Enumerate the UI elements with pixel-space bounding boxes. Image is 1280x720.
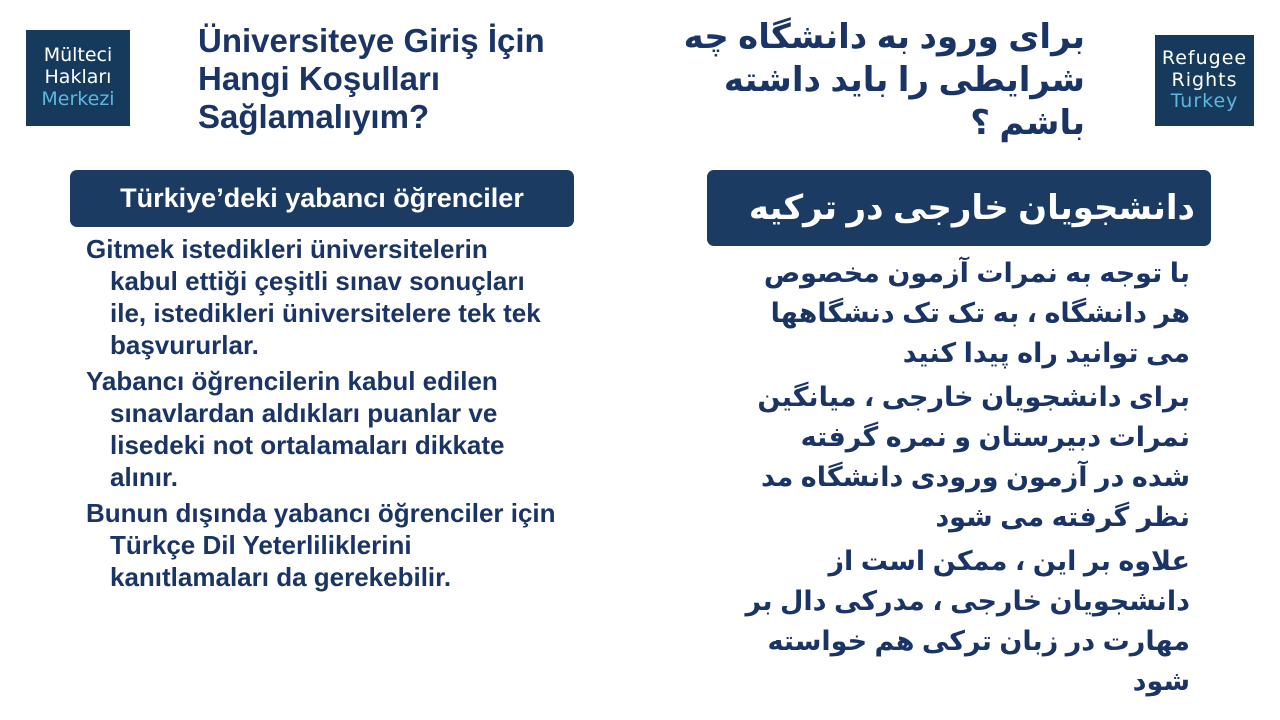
list-item: Bunun dışında yabancı öğrenciler için Türkçe Dil Yeterliliklerini kanıtlamaları da gerekebilir. — [86, 498, 556, 592]
logo-left-line-2: Hakları — [44, 66, 112, 89]
title-persian: برای ورود به دانشگاه چه شرایطی را باید داشته باشم ؟ — [683, 18, 1085, 142]
list-item: با توجه به نمرات آزمون مخصوص هر دانشگاه ، به تک تک دنشگاهها می توانید راه پیدا کنید — [763, 258, 1190, 368]
section-heading-turkish: Türkiye’deki yabancı öğrenciler — [70, 170, 574, 227]
title-turkish: Üniversiteye Giriş İçin Hangi Koşulları Sağlamalıyım? — [198, 22, 545, 135]
list-item: Yabancı öğrencilerin kabul edilen sınavlardan aldıkları puanlar ve lisedeki not ortalamaları dikkate alınır. — [86, 366, 505, 492]
list-item: Gitmek istedikleri üniversitelerin kabul ettiği çeşitli sınav sonuçları ile, istedikleri üniversitelere tek tek başvururlar. — [86, 234, 541, 360]
list-item: برای دانشجویان خارجی ، میانگین نمرات دبیرستان و نمره گرفته شده در آزمون ورودی دانشگاه مد نظر گرفته می شود — [757, 382, 1190, 532]
section-heading-persian: دانشجویان خارجی در ترکیه — [707, 170, 1211, 246]
logo-right-line-3: Turkey — [1170, 90, 1239, 113]
logo-left-line-3: Merkezi — [41, 87, 115, 110]
content-list-turkish — [86, 233, 556, 597]
list-item: علاوه بر این ، ممکن است از دانشجویان خارجی ، مدرکی دال بر مهارت در زبان ترکی هم خواسته شود — [745, 546, 1190, 696]
logo-left-line-1: Mülteci — [43, 44, 113, 67]
logo-refugee-rights-turkey — [1155, 35, 1254, 126]
logo-multeci-haklari-merkezi — [26, 30, 130, 126]
logo-right-line-1: Refugee — [1161, 46, 1248, 69]
content-list-persian — [740, 253, 1190, 705]
logo-right-line-2: Rights — [1171, 68, 1238, 91]
